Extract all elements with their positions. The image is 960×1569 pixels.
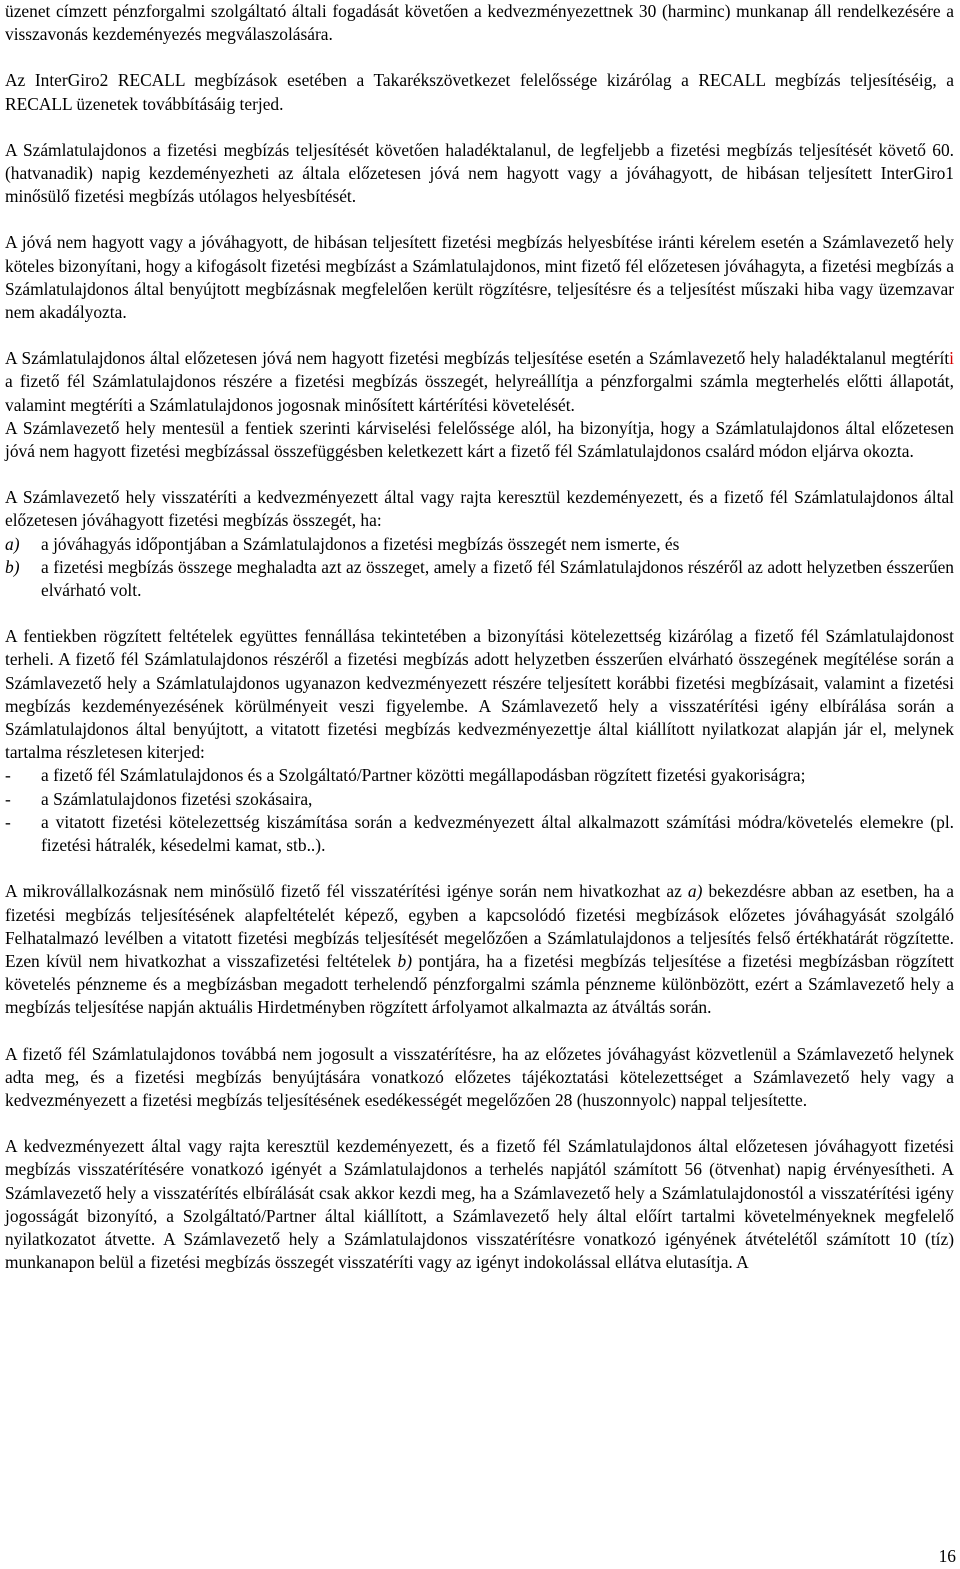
list-marker-a: a): [5, 533, 20, 554]
list-marker-b: b): [5, 556, 20, 577]
paragraph-no-refund-right: A fizető fél Számlatulajdonos továbbá nem jogosult a visszatérítésre, ha az előzetes jóváhagyást közvetlenül a Számlavezető helynek adta meg, és a fizetési megbízás benyújtására vonatkozó előzetes tájékoztatási kötelezettséget a Számlavezető hely vagy a kedvezményezett a fizetési megbízás teljesítésének esedékességét megelőzően 28 (huszonnyolc) nappal teljesítette.: [5, 1043, 954, 1110]
paragraph-refund-unauthorized: [5, 347, 954, 417]
paragraph-refund-text-2: a fizető fél Számlatulajdonos részére a fizetési megbízás összegét, helyreállítja a pénzforgalmi számla megterhelés előtti állapotát, valamint megtéríti a Számlatulajdonos jogosnak minősített kártérítési követelését.: [5, 371, 954, 415]
list-item-calculation: [5, 811, 954, 857]
paragraph-text: bekezdésre abban az esetben, ha a fizetési megbízás teljesítésének alapfeltételét képező, egyben a kapcsolódó fizetési megbízások előzetes jóváhagyását szolgáló Felhatalmazó levélben a vitatott fizetési megbízás teljesítését megelőzően a Számlatulajdonos a teljesítés felső értékhatárát rögzítette. Ezen kívül nem hivatkozhat a visszafizetési feltételek: [5, 881, 954, 971]
list-dash: -: [5, 811, 11, 832]
paragraph-liability-exemption: A Számlavezető hely mentesül a fentiek szerinti kárviselési felelőssége alól, ha bizonyítja, hogy a Számlatulajdonos által előzetesen jóvá nem hagyott fizetési megbízással összefüggésben keletkezett kárt a fizető fél Számlatulajdonos csalárd módon eljárva okozta.: [5, 417, 954, 462]
list-dash: -: [5, 788, 11, 809]
list-dash: -: [5, 765, 11, 786]
paragraph-proof-obligation: A fentiekben rögzített feltételek együttes fennállása tekintetében a bizonyítási kötelezettség kizárólag a fizető fél Számlatulajdonost terheli. A fizető fél Számlatulajdonos részéről a fizetési megbízás adott helyzetben ésszerűen elvárható összegének megítélése során a Számlavezető hely a Számlatulajdonos ugyanazon kedvezményezett részére teljesített korábbi fizetési megbízásait, valamint a fizetési megbízás kezdeményezésének körülményeit veszi figyelembe. A Számlavezető hely a visszatérítési igény elbírálása során a Számlatulajdonos által benyújtott, a vitatott fizetési megbízás kedvezményezettje által kiállított nyilatkozat alapján jár el, melynek tartalma részletesen kiterjed:: [5, 626, 954, 763]
paragraph-text: A mikrovállalkozásnak nem minősülő fizető fél visszatérítési igénye során nem hivatkozhat az: [5, 881, 688, 902]
highlighted-letter: i: [949, 348, 954, 369]
page-number: 16: [938, 1546, 956, 1566]
list-item-condition-a: [5, 533, 954, 556]
paragraph-microenterprise: [5, 880, 954, 1019]
list-item-habits: [5, 788, 954, 811]
list-item-text: a jóváhagyás időpontjában a Számlatulajdonos a fizetési megbízás összegét nem ismerte, és: [41, 533, 680, 554]
list-item-frequency: [5, 764, 954, 787]
paragraph-burden-of-proof: A jóvá nem hagyott vagy a jóváhagyott, de hibásan teljesített fizetési megbízás helyesbítése iránti kérelem esetén a Számlavezető hely köteles bizonyítani, hogy a kifogásolt fizetési megbízást a Számlatulajdonos, mint fizető fél előzetesen jóváhagyta, a fizetési megbízás a Számlatulajdonos által benyújtott megbízásnak megfelelően került rögzítésre, teljesítésre és a teljesítést műszaki hiba vagy üzemzavar nem akadályozta.: [5, 232, 954, 323]
list-item-condition-b: [5, 556, 954, 602]
paragraph-intergiro2-recall: Az InterGiro2 RECALL megbízások esetében a Takarékszövetkezet felelőssége kizárólag a RECALL megbízás teljesítéséig, a RECALL üzenetek továbbításáig terjed.: [5, 70, 954, 114]
paragraph-refund-text-1: A Számlatulajdonos által előzetesen jóvá nem hagyott fizetési megbízás teljesítése esetén a Számlavezető hely haladéktalanul megtérít: [5, 348, 950, 369]
paragraph-refund-conditions-intro: A Számlavezető hely visszatéríti a kedvezményezett által vagy rajta keresztül kezdeményezett, és a fizető fél Számlatulajdonos által előzetesen jóváhagyott fizetési megbízás összegét, ha:: [5, 487, 954, 531]
document-page: [5, 0, 954, 1274]
list-item-text: a vitatott fizetési kötelezettség kiszámítása során a kedvezményezett által alkalmazott számítási módra/követelés elemekre (pl. fizetési hátralék, késedelmi kamat, stb..).: [41, 811, 954, 856]
paragraph-correction-request-deadline: A Számlatulajdonos a fizetési megbízás teljesítését követően haladéktalanul, de legfeljebb a fizetési megbízás teljesítését követő 60. (hatvanadik) napig kezdeményezheti az általa előzetesen jóvá nem hagyott vagy a jóváhagyott, de hibásan teljesített InterGiro1 minősülő fizetési megbízás utólagos helyesbítését.: [5, 139, 954, 207]
reference-a: a): [687, 881, 703, 902]
paragraph-refund-claim-deadline: A kedvezményezett által vagy rajta keresztül kezdeményezett, és a fizető fél Számlatulajdonos által előzetesen jóváhagyott fizetési megbízás visszatérítésére vonatkozó igényét a Számlatulajdonos a terhelés napjától számított 56 (ötvenhat) napig érvényesítheti. A Számlavezető hely a visszatérítés elbírálását csak akkor kezdi meg, ha a Számlavezető hely a Számlatulajdonostól a visszatérítési igény jogosságát bizonyító, a Szolgáltató/Partner által kiállított, a Számlavezető hely által előírt tartalmi követelményeknek megfelelő nyilatkozatot átvette. A Számlavezető hely a Számlatulajdonos visszatérítésre vonatkozó igényének átvételétől számított 10 (tíz) munkanapon belül a fizetési megbízás összegét visszatéríti vagy az igényt indokolással ellátva elutasítja. A: [5, 1136, 954, 1273]
list-item-text: a fizető fél Számlatulajdonos és a Szolgáltató/Partner közötti megállapodásban rögzített fizetési gyakoriságra;: [41, 765, 806, 786]
list-item-text: a Számlatulajdonos fizetési szokásaira,: [41, 788, 313, 809]
list-item-text: a fizetési megbízás összege meghaladta azt az összeget, amely a fizető fél Számlatulajdonos részéről az adott helyzetben ésszerűen elvárható volt.: [41, 556, 954, 601]
reference-b: b): [397, 950, 412, 971]
paragraph-text: pontjára, ha a fizetési megbízás teljesítése a fizetési megbízásban rögzített követelés pénzneme és a megbízásban megadott terhelendő pénzforgalmi számla pénzneme különbözött, ezért a Számlavezető hely a megbízás teljesítése napján aktuális Hirdetményben rögzített árfolyamot alkalmazta az átváltás során.: [5, 950, 954, 1018]
paragraph-recall-deadline: üzenet címzett pénzforgalmi szolgáltató általi fogadását követően a kedvezményezettnek 30 (harminc) munkanap áll rendelkezésére a visszavonás kezdeményezés megválaszolására.: [5, 1, 954, 45]
